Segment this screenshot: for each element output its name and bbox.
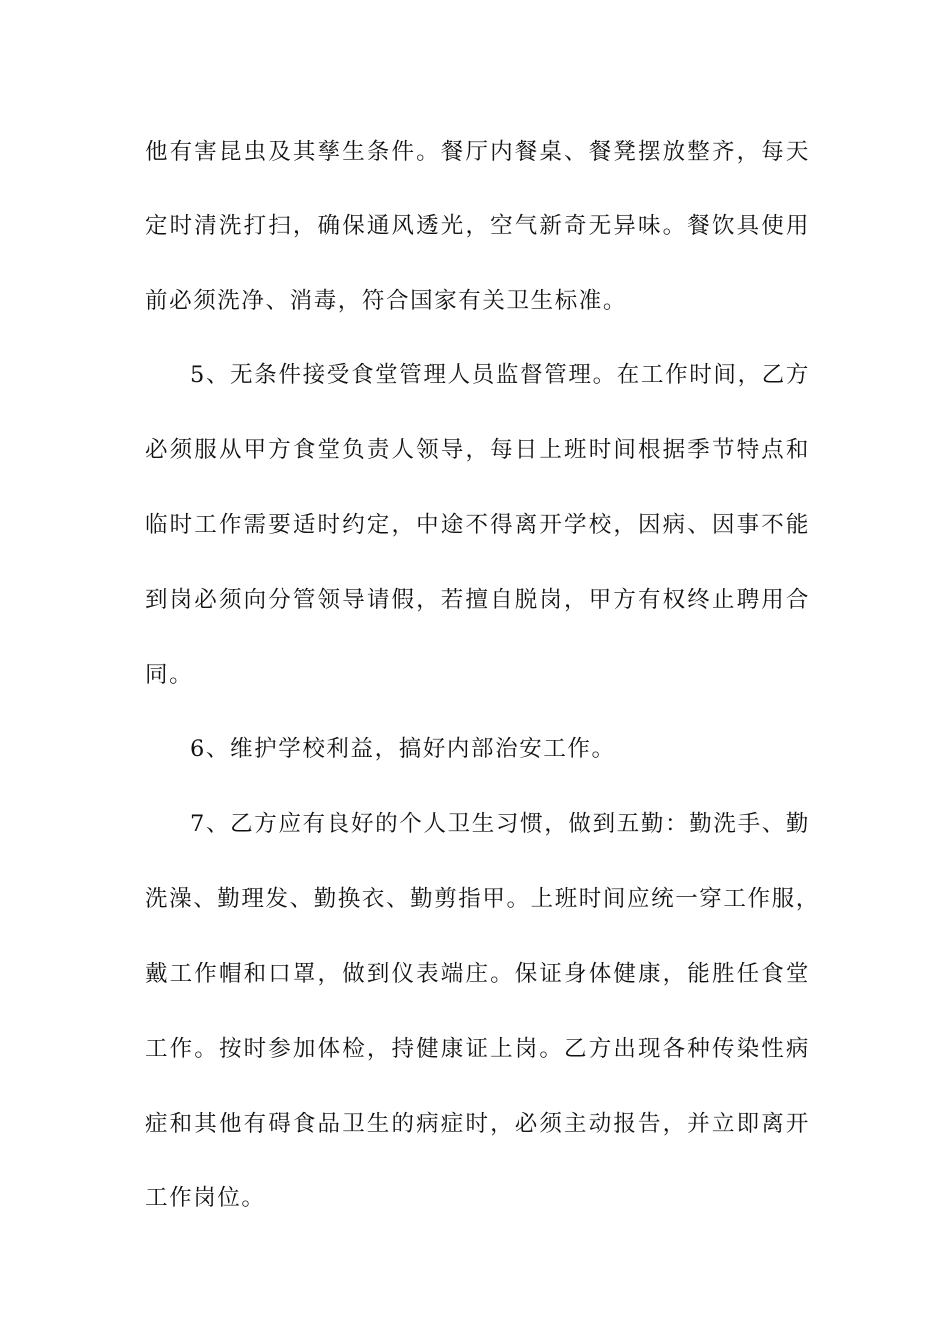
text-line: 他有害昆虫及其孳生条件。餐厅内餐桌、餐凳摆放整齐，每天 bbox=[145, 139, 810, 165]
text-line: 前必须洗净、消毒，符合国家有关卫生标准。 bbox=[145, 288, 628, 314]
text-line: 工作。按时参加体检，持健康证上岗。乙方出现各种传染性病 bbox=[145, 1036, 810, 1062]
text-line: 洗澡、勤理发、勤换衣、勤剪指甲。上班时间应统一穿工作服， bbox=[145, 886, 820, 912]
text-line: 必须服从甲方食堂负责人领导，每日上班时间根据季节特点和 bbox=[145, 437, 810, 463]
text-line: 症和其他有碍食品卫生的病症时，必须主动报告，并立即离开 bbox=[145, 1111, 810, 1137]
text-line: 工作岗位。 bbox=[145, 1185, 266, 1211]
paragraph-5-start: 5、无条件接受食堂管理人员监督管理。在工作时间，乙方 bbox=[190, 362, 810, 388]
text-line: 戴工作帽和口罩，做到仪表端庄。保证身体健康，能胜任食堂 bbox=[145, 961, 810, 987]
text-line: 定时清洗打扫，确保通风透光，空气新奇无异味。餐饮具使用 bbox=[145, 213, 810, 239]
paragraph-6: 6、维护学校利益，搞好内部治安工作。 bbox=[190, 736, 616, 762]
paragraph-7-start: 7、乙方应有良好的个人卫生习惯，做到五勤：勤洗手、勤 bbox=[190, 811, 810, 837]
text-line: 同。 bbox=[145, 662, 194, 688]
text-line: 临时工作需要适时约定，中途不得离开学校，因病、因事不能 bbox=[145, 512, 810, 538]
text-line: 到岗必须向分管领导请假，若擅自脱岗，甲方有权终止聘用合 bbox=[145, 587, 810, 613]
